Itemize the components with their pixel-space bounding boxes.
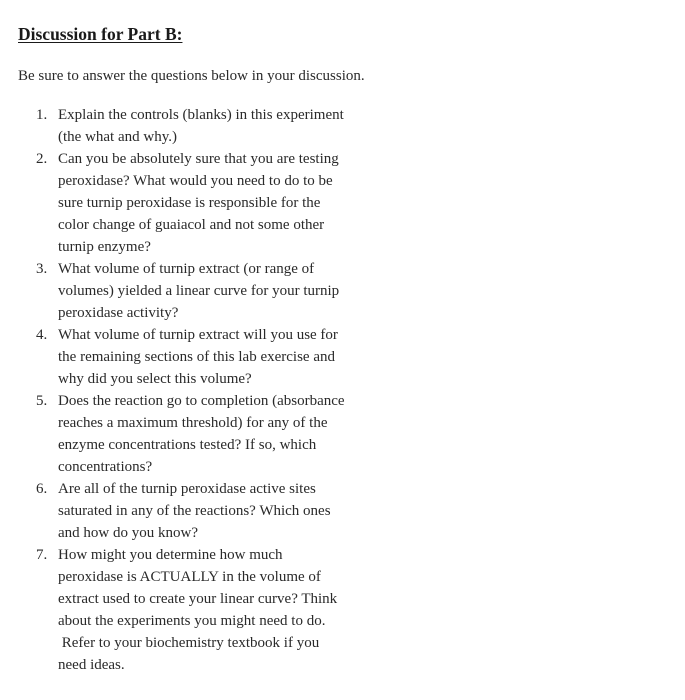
question-number: 6. — [36, 481, 48, 497]
question-item — [0, 544, 685, 676]
question-line: saturated in any of the reactions? Which ones — [58, 503, 331, 519]
question-text — [58, 324, 373, 390]
question-line: extract used to create your linear curve? Think — [58, 591, 338, 607]
question-line: Explain the controls (blanks) in this experiment — [58, 107, 344, 123]
question-number: 1. — [36, 107, 48, 123]
question-line: sure turnip peroxidase is responsible for the — [58, 195, 321, 211]
question-number: 4. — [36, 327, 48, 343]
question-line: volumes) yielded a linear curve for your turnip — [58, 283, 340, 299]
question-line: What volume of turnip extract (or range of — [58, 261, 315, 277]
question-text — [58, 148, 373, 258]
question-number: 3. — [36, 261, 48, 277]
question-number: 7. — [36, 547, 48, 563]
question-number: 2. — [36, 151, 48, 167]
question-text — [58, 544, 373, 676]
question-item — [0, 148, 685, 258]
question-item — [0, 258, 685, 324]
question-line: (the what and why.) — [58, 129, 177, 145]
question-line: enzyme concentrations tested? If so, which — [58, 437, 317, 453]
question-line: concentrations? — [58, 459, 153, 475]
question-line: why did you select this volume? — [58, 371, 252, 387]
question-line: and how do you know? — [58, 525, 198, 541]
question-line: Are all of the turnip peroxidase active sites — [58, 481, 316, 497]
question-line: peroxidase is ACTUALLY in the volume of — [58, 569, 321, 585]
question-line: What volume of turnip extract will you use for — [58, 327, 338, 343]
question-number: 5. — [36, 393, 48, 409]
question-text — [58, 390, 373, 478]
question-item — [0, 324, 685, 390]
question-line: peroxidase? What would you need to do to be — [58, 173, 333, 189]
question-text — [58, 104, 373, 148]
question-line: the remaining sections of this lab exercise and — [58, 349, 335, 365]
question-line: peroxidase activity? — [58, 305, 179, 321]
question-text — [58, 258, 373, 324]
question-line: Refer to your biochemistry textbook if you — [58, 635, 320, 651]
section-heading: Discussion for Part B: — [18, 24, 183, 44]
question-item — [0, 478, 685, 544]
question-line: need ideas. — [58, 657, 125, 673]
question-line: turnip enzyme? — [58, 239, 151, 255]
question-item — [0, 390, 685, 478]
question-line: about the experiments you might need to do. — [58, 613, 326, 629]
question-item — [0, 104, 685, 148]
question-line: color change of guaiacol and not some other — [58, 217, 325, 233]
question-line: Can you be absolutely sure that you are testing — [58, 151, 339, 167]
question-list — [0, 104, 685, 676]
question-line: Does the reaction go to completion (absorbance — [58, 393, 345, 409]
question-text — [58, 478, 373, 544]
question-line: reaches a maximum threshold) for any of the — [58, 415, 328, 431]
question-line: How might you determine how much — [58, 547, 283, 563]
intro-text: Be sure to answer the questions below in your discussion. — [18, 68, 365, 84]
